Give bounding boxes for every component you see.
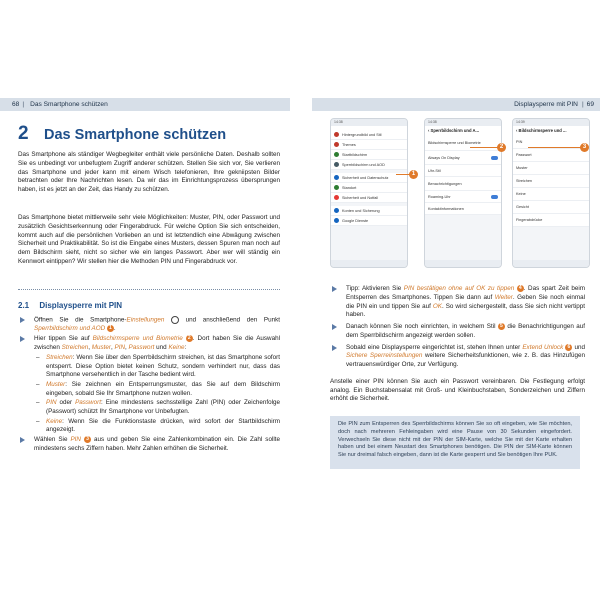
settings-row-icon [334, 175, 339, 180]
callout-badge: 5 [498, 323, 505, 330]
settings-row: Benachrichtigungen [425, 177, 501, 191]
running-title-left: Das Smartphone schützen [30, 101, 108, 108]
bullet-arrow-icon [20, 317, 25, 323]
section-title: Displaysperre mit PIN [39, 301, 123, 310]
callout-badge: 6 [565, 344, 572, 351]
step-list-right [330, 285, 585, 373]
settings-row-icon [334, 208, 339, 213]
settings-row: Standort [331, 183, 407, 193]
phone-screenshot-settings [330, 118, 408, 268]
header-separator: | [22, 101, 25, 108]
page-number-right: 69 [586, 101, 594, 108]
settings-gear-icon [171, 316, 179, 324]
phone-status-bar: 14:38 [331, 119, 407, 126]
step-tip-confirm-pin: Tipp: Aktivieren Sie PIN bestätigen ohne auf OK zu tippen 4 . Das spart Zeit beim Entsperren des Smartphones. Tippen Sie dann auf Weiter. Geben Sie noch einmal die PIN ein und tippen Sie auf OK. So wird sichergestellt, dass Sie sich nicht vertippt haben. [330, 285, 585, 320]
chapter-heading [18, 123, 226, 145]
phone-nav-bar [425, 260, 501, 267]
ui-term: Extend Unlock [522, 343, 564, 351]
section-number: 2.1 [18, 301, 30, 310]
callout-marker-1: 1 [409, 170, 418, 179]
settings-row-icon [334, 162, 339, 167]
settings-row: Konten und Sicherung [331, 206, 407, 216]
ui-term: PIN [114, 344, 126, 352]
step-notification-style: Danach können Sie noch einrichten, in welchem Stil 5 die Benachrichtigungen auf dem Sperrbildschirm angezeigt werden sollen. [330, 323, 585, 341]
info-box: Die PIN zum Entsperren des Sperrbildschirms können Sie so oft eingeben, wie Sie möchten, doch nach mehreren Fehleingaben wird eine Pause von 30 Sekunden eingefordert. Verwechseln Sie diese nicht mit der PIN der SIM-Karte, welche Sie mit der Karte erhalten haben und bei einem Neustart des Smartphones benötigen. Die PIN der SIM-Karte können Sie nur dreimal falsch eingeben, dann ist die Karte gesperrt und Sie benötigen Ihre PUK. [330, 416, 580, 469]
section-divider [18, 289, 280, 290]
settings-row: Startbildschirm [331, 150, 407, 160]
password-paragraph: Anstelle einer PIN können Sie auch ein Passwort vereinbaren. Die Festlegung erfolgt analog. Ein Buchstabensalat mit Groß- und Kleinbuchstaben, Sonderzeichen und Ziffern erhöht die Sicherheit. [330, 378, 585, 403]
intro-paragraph-2: Das Smartphone bietet mittlerweile sehr viele Möglichkeiten: Muster, PIN, oder Passwort und zusätzlich Gesichtserkennung oder Fingerabdruck. Für welche Option Sie sich entscheiden, kommt auch auf die persönlichen Vorlieben an und ist letztendlich eine Abwägung zwischen Sicherheit und Praktikabilität. So ist die Eingabe eines Musters, dessen Spuren man noch auf dem Bildschirm sieht, nicht so sicher wie ein langes Passwort. Aber wer will ständig ein Kennwort eintippen? Wir stellen hier die Methoden PIN und Fingerabdruck vor. [18, 214, 280, 265]
ui-term: Keine [168, 344, 185, 352]
intro-paragraph-1: Das Smartphone als ständiger Wegbegleiter enthält viele persönliche Daten. Deshalb sollten Sie es unbedingt vor unbefugtem Zugriff anderer schützen. Stellen Sie sich vor, Sie verlieren das Smartphone und jeder kann mit einem Wisch telefonieren, Ihre gekniipsten Bilder betrachten oder Ihre Nachrichten lesen. Da wir das im Einrichtungsprozess übersprungen haben, ist es jetzt an der Zeit, das Handy zu schützen. [18, 151, 280, 194]
ui-term: PIN bestätigen ohne auf OK zu tippen [403, 285, 515, 293]
header-separator: | [581, 101, 584, 108]
section-heading [18, 301, 122, 310]
settings-row: Roaming-Uhr [425, 191, 501, 203]
ui-term: Streichen [46, 353, 73, 361]
callout-line [528, 147, 584, 148]
ui-term: PIN [46, 399, 57, 407]
settings-row-icon [334, 142, 339, 147]
settings-row: Passwort [513, 149, 589, 162]
ui-term: Weiter [494, 293, 513, 301]
ui-term: Sichere Sperreinstellungen [346, 352, 423, 360]
settings-row: Gesicht [513, 201, 589, 214]
bullet-arrow-icon [20, 437, 25, 443]
settings-row: Sicherheit und Notfall [331, 193, 407, 203]
ui-term: Sperrbildschirm und AOD [34, 325, 106, 333]
step-list-left [18, 316, 280, 455]
ui-term: Muster [46, 380, 66, 388]
phone-screenshot-lockscreen [424, 118, 502, 268]
ui-term: Streichen [61, 344, 89, 352]
settings-row: Bildschirmsperre und Biometrie [425, 135, 501, 151]
callout-marker-3: 3 [580, 143, 589, 152]
phone-nav-bar [513, 260, 589, 267]
settings-row: Sicherheit und Datenschutz [331, 173, 407, 183]
settings-row: Fingerabdrücke [513, 214, 589, 227]
bullet-arrow-icon [332, 345, 337, 351]
callout-badge: 3 [84, 436, 91, 443]
settings-row: Sperrbildschirm und AOD [331, 160, 407, 170]
option-none: – Keine: Wenn Sie die Funktionstaste drücken, wird sofort der Startbildschirm angezeigt. [36, 417, 280, 434]
toggle-switch [491, 195, 498, 199]
callout-marker-2: 2 [497, 143, 506, 152]
ui-term: Einstellungen [126, 316, 165, 324]
step-open-settings: Öffnen Sie die Smartphone-Einstellungen und anschließend den Punkt Sperrbildschirm und AOD 1 . [18, 316, 280, 334]
settings-row: Streichen [513, 175, 589, 188]
settings-row-icon [334, 132, 339, 137]
settings-row-icon [334, 195, 339, 200]
settings-row: Hintergrundbild und Stil [331, 130, 407, 140]
settings-row: Kontaktinformationen [425, 203, 501, 215]
settings-row-icon [334, 185, 339, 190]
ui-term: Bildschirmsperre und Biometrie [92, 335, 183, 343]
chapter-title: Das Smartphone schützen [44, 127, 227, 143]
phone-nav-bar [331, 260, 407, 267]
settings-row: Muster [513, 162, 589, 175]
toggle-switch [491, 156, 498, 160]
settings-row: Keine [513, 188, 589, 201]
callout-badge: 1 [107, 325, 114, 332]
phone-screen-title: ‹ Bildschirmsperre und ... [513, 126, 589, 135]
settings-row: Google Dienste [331, 216, 407, 226]
option-pattern: – Muster: Sie zeichnen ein Entsperrungsmuster, das Sie auf dem Bildschirm eingeben, sobald Sie Ihr Smartphone nutzen wollen. [36, 380, 280, 397]
callout-badge: 2 [186, 335, 193, 342]
option-pin-password: – PIN oder Passwort: Eine mindestens sechsstellige Zahl (PIN) oder Zeichenfolge (Passwort) schützt Ihr Smartphone vor Unbefugten. [36, 399, 280, 416]
phone-screen-title: ‹ Sperrbildschirm und A... [425, 126, 501, 135]
settings-row: PIN [513, 135, 589, 149]
settings-row-icon [334, 152, 339, 157]
ui-term: Muster [91, 344, 112, 352]
settings-row: Uhr-Stil [425, 165, 501, 177]
phone-status-bar: 14:39 [513, 119, 589, 126]
option-swipe: – Streichen: Wenn Sie über den Sperrbildschirm streichen, ist das Smartphone sofort entsperrt. Diese Option bietet keinen Schutz, sondern verhindert nur, dass das Smartphone versehentlich in der Tasche bedient wird. [36, 353, 280, 379]
settings-row: Always On Display [425, 151, 501, 165]
ui-term: Keine [46, 417, 63, 425]
bullet-arrow-icon [332, 324, 337, 330]
phone-status-bar: 14:38 [425, 119, 501, 126]
step-choose-pin: Wählen Sie PIN 3 aus und geben Sie eine Zahlenkombination ein. Die Zahl sollte mindestens sechs Ziffern haben. Mehr Zahlen erhöhen die Sicherheit. [18, 436, 280, 454]
bullet-arrow-icon [332, 286, 337, 292]
running-title-right: Displaysperre mit PIN [514, 101, 578, 108]
callout-line [470, 147, 498, 148]
ui-term: OK [432, 302, 442, 310]
ui-term: PIN [70, 436, 81, 444]
chapter-number: 2 [18, 123, 29, 144]
ui-term: Passwort [75, 399, 101, 407]
page-header-right [312, 98, 600, 111]
page-header-left [0, 98, 290, 111]
callout-badge: 4 [517, 285, 524, 292]
settings-row-icon [334, 218, 339, 223]
settings-row: Themes [331, 140, 407, 150]
step-screen-lock: Hier tippen Sie auf Bildschirmsperre und Biometrie 2 . Dort haben Sie die Auswahl zwischen Streichen, Muster, PIN, Passwort und Keine: [18, 335, 280, 353]
page-number-left: 68 [12, 101, 20, 108]
ui-term: Passwort [128, 344, 155, 352]
step-extra-security: Sobald eine Displaysperre eingerichtet ist, stehen Ihnen unter Extend Unlock 6 und Sichere Sperreinstellungen weitere Sicherheitsfunktionen, wie z. B. das Hinzufügen vertrauenswürdiger Orte, zur Verfügung. [330, 344, 585, 370]
phone-screenshot-screenlock-type [512, 118, 590, 268]
bullet-arrow-icon [20, 336, 25, 342]
